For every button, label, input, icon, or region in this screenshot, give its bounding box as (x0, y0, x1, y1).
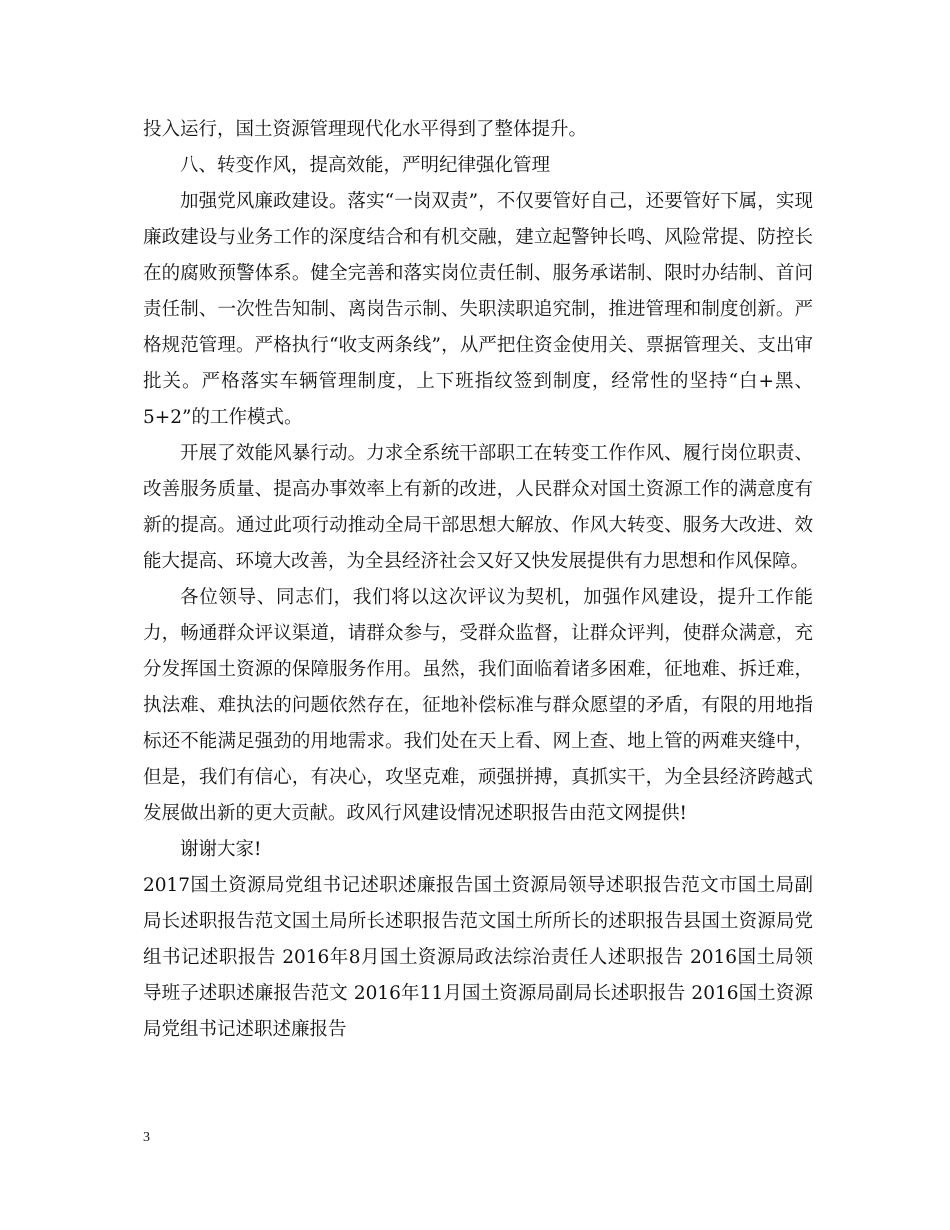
section-heading: 八、转变作风，提高效能，严明纪律强化管理 (180, 155, 551, 176)
document-body (143, 112, 813, 1048)
page-number: 3 (143, 1130, 150, 1145)
related-links-text: 2017国土资源局党组书记述职述廉报告国土资源局领导述职报告范文市国土局副局长述职报告范文国土局所长述职报告范文国土所所长的述职报告县国土资源局党组书记述职报告 2016年8月国土资源局政法综治责任人述职报告 2016国土局领导班子述职述廉报告范文 2016年11月国土资源局副局长述职报告 2016国土资源局党组书记述职述廉报告 (143, 875, 813, 1040)
paragraph-efficiency: 开展了效能风暴行动。力求全系统干部职工在转变工作作风、履行岗位职责、改善服务质量、提高办事效率上有新的改进，人民群众对国土资源工作的满意度有新的提高。通过此项行动推动全局干部思想大解放、作风大转变、服务大改进、效能大提高、环境大改善，为全县经济社会又好又快发展提供有力思想和作风保障。 (143, 443, 813, 572)
paragraph-closing: 各位领导、同志们，我们将以这次评议为契机，加强作风建设，提升工作能力，畅通群众评议渠道，请群众参与，受群众监督，让群众评判，使群众满意，充分发挥国土资源的保障服务作用。虽然，我们面临着诸多困难，征地难、拆迁难，执法难、难执法的问题依然存在，征地补偿标准与群众愿望的矛盾，有限的用地指标还不能满足强劲的用地需求。我们处在天上看、网上查、地上管的两难夹缝中，但是，我们有信心，有决心，攻坚克难，顽强拼搏，真抓实干，为全县经济跨越式发展做出新的更大贡献。政风行风建设情况述职报告由范文网提供! (143, 587, 813, 824)
paragraph-discipline: 加强党风廉政建设。落实“一岗双责”，不仅要管好自己，还要管好下属，实现廉政建设与业务工作的深度结合和有机交融，建立起警钟长鸣、风险常提、防控长在的腐败预警体系。健全完善和落实岗位责任制、服务承诺制、限时办结制、首问责任制、一次性告知制、离岗告示制、失职渎职追究制，推进管理和制度创新。严格规范管理。严格执行“收支两条线”，从严把住资金使用关、票据管理关、支出审批关。严格落实车辆管理制度，上下班指纹签到制度，经常性的坚持“白+黑、5+2”的工作模式。 (143, 191, 813, 428)
paragraph-thanks: 谢谢大家! (180, 839, 262, 860)
paragraph-continuation: 投入运行，国土资源管理现代化水平得到了整体提升。 (143, 119, 588, 140)
